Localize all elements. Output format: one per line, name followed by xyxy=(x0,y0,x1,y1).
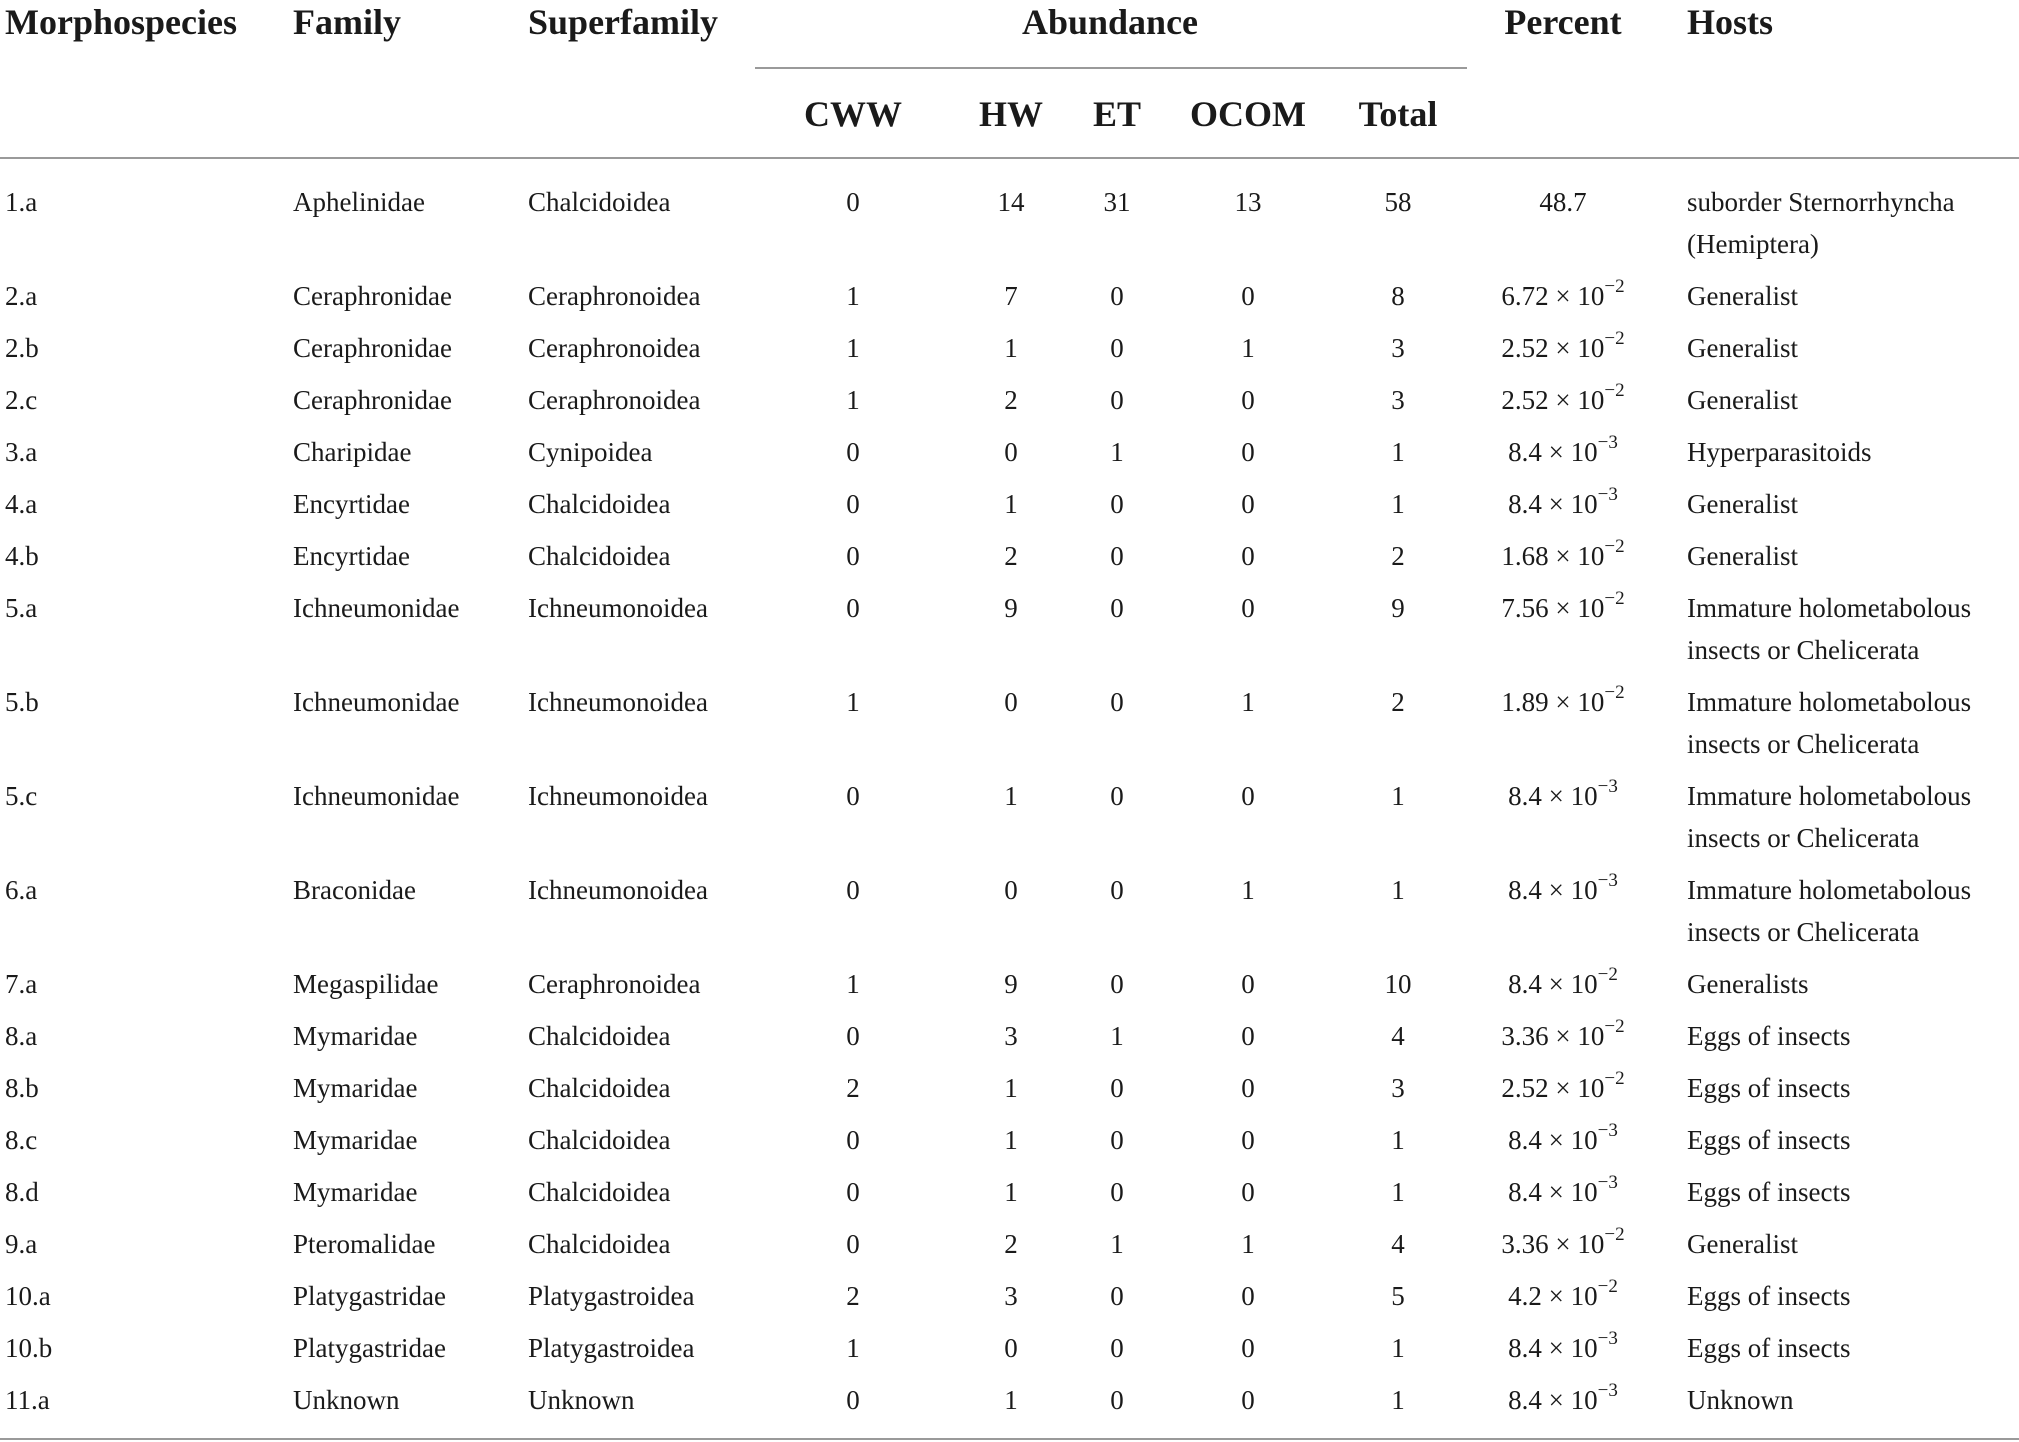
cell-hw: 2 xyxy=(1004,1229,1018,1259)
percent-exponent: −2 xyxy=(1597,1276,1618,1297)
cell-cww: 1 xyxy=(846,1333,860,1363)
cell-hw: 14 xyxy=(997,187,1025,217)
cell-superfamily: Cynipoidea xyxy=(528,437,653,467)
cell-superfamily: Chalcidoidea xyxy=(528,489,671,519)
cell-family: Pteromalidae xyxy=(293,1229,436,1259)
cell-percent xyxy=(1508,776,1618,812)
cell-hosts: Hyperparasitoids xyxy=(1687,437,1872,467)
cell-superfamily: Ceraphronoidea xyxy=(528,333,701,363)
cell-hosts: Immature holometabolous insects or Chelicerata xyxy=(1687,687,1972,759)
cell-hosts: Eggs of insects xyxy=(1687,1177,1851,1207)
cell-hosts: Immature holometabolous insects or Chelicerata xyxy=(1687,875,1972,947)
cell-hw: 3 xyxy=(1004,1281,1018,1311)
cell-morphospecies: 6.a xyxy=(5,875,38,905)
cell-hosts: Generalist xyxy=(1687,1229,1798,1259)
cell-total: 58 xyxy=(1384,187,1412,217)
cell-family: Mymaridae xyxy=(293,1073,418,1103)
cell-hw: 9 xyxy=(1004,593,1018,623)
percent-exponent: −3 xyxy=(1597,1120,1618,1141)
cell-total: 3 xyxy=(1391,333,1405,363)
header-percent: Percent xyxy=(1504,2,1622,42)
cell-cww: 0 xyxy=(846,1125,860,1155)
cell-morphospecies: 2.a xyxy=(5,281,38,311)
cell-hw: 9 xyxy=(1004,969,1018,999)
cell-ocom: 1 xyxy=(1241,1229,1255,1259)
cell-superfamily: Ichneumonoidea xyxy=(528,875,708,905)
header-et: ET xyxy=(1092,94,1142,134)
cell-family: Ceraphronidae xyxy=(293,333,452,363)
cell-superfamily: Chalcidoidea xyxy=(528,187,671,217)
cell-cww: 1 xyxy=(846,333,860,363)
cell-hw: 1 xyxy=(1004,1177,1018,1207)
cell-cww: 0 xyxy=(846,437,860,467)
cell-morphospecies: 10.a xyxy=(5,1281,51,1311)
cell-total: 5 xyxy=(1391,1281,1405,1311)
cell-superfamily: Chalcidoidea xyxy=(528,1073,671,1103)
cell-cww: 2 xyxy=(846,1281,860,1311)
percent-exponent: −3 xyxy=(1597,776,1618,797)
cell-et: 0 xyxy=(1110,593,1124,623)
percent-exponent: −2 xyxy=(1604,1224,1625,1245)
cell-superfamily: Platygastroidea xyxy=(528,1281,695,1311)
cell-hosts: Generalist xyxy=(1687,385,1798,415)
header-cww: CWW xyxy=(804,94,902,134)
cell-et: 0 xyxy=(1110,333,1124,363)
cell-morphospecies: 5.a xyxy=(5,593,38,623)
percent-exponent: −3 xyxy=(1597,432,1618,453)
cell-hw: 1 xyxy=(1004,333,1018,363)
percent-base: 8.4 × 10 xyxy=(1508,1385,1598,1415)
cell-et: 0 xyxy=(1110,541,1124,571)
cell-hw: 0 xyxy=(1004,687,1018,717)
cell-hw: 0 xyxy=(1004,437,1018,467)
cell-et: 0 xyxy=(1110,969,1124,999)
cell-hw: 0 xyxy=(1004,1333,1018,1363)
cell-et: 1 xyxy=(1110,1229,1124,1259)
percent-exponent: −2 xyxy=(1604,588,1625,609)
cell-et: 1 xyxy=(1110,1021,1124,1051)
cell-morphospecies: 4.a xyxy=(5,489,38,519)
percent-exponent: −2 xyxy=(1604,328,1625,349)
cell-total: 10 xyxy=(1384,969,1412,999)
percent-exponent: −3 xyxy=(1597,1380,1618,1401)
cell-cww: 2 xyxy=(846,1073,860,1103)
cell-ocom: 0 xyxy=(1241,385,1255,415)
cell-family: Encyrtidae xyxy=(293,541,410,571)
percent-base: 8.4 × 10 xyxy=(1508,781,1598,811)
cell-total: 9 xyxy=(1391,593,1405,623)
cell-et: 0 xyxy=(1110,1177,1124,1207)
cell-morphospecies: 1.a xyxy=(5,187,38,217)
percent-exponent: −3 xyxy=(1597,484,1618,505)
cell-superfamily: Ichneumonoidea xyxy=(528,687,708,717)
cell-percent xyxy=(1501,276,1625,312)
cell-total: 4 xyxy=(1391,1021,1405,1051)
cell-percent xyxy=(1508,432,1618,468)
cell-morphospecies: 11.a xyxy=(5,1385,50,1415)
cell-total: 1 xyxy=(1391,1177,1405,1207)
cell-family: Unknown xyxy=(293,1385,400,1415)
cell-hosts: Generalists xyxy=(1687,969,1809,999)
cell-percent xyxy=(1501,536,1625,572)
header-total: Total xyxy=(1358,94,1438,134)
cell-family: Mymaridae xyxy=(293,1125,418,1155)
cell-morphospecies: 5.c xyxy=(5,781,38,811)
cell-cww: 0 xyxy=(846,781,860,811)
cell-hosts: Immature holometabolous insects or Chelicerata xyxy=(1687,781,1972,853)
cell-superfamily: Chalcidoidea xyxy=(528,1229,671,1259)
cell-hw: 2 xyxy=(1004,385,1018,415)
cell-ocom: 0 xyxy=(1241,1333,1255,1363)
cell-total: 3 xyxy=(1391,1073,1405,1103)
percent-base: 8.4 × 10 xyxy=(1508,969,1598,999)
percent-base: 7.56 × 10 xyxy=(1501,593,1605,623)
percent-base: 2.52 × 10 xyxy=(1501,1073,1605,1103)
cell-hw: 3 xyxy=(1004,1021,1018,1051)
cell-et: 31 xyxy=(1103,187,1131,217)
cell-percent xyxy=(1508,484,1618,520)
cell-family: Ceraphronidae xyxy=(293,385,452,415)
percent-exponent: −2 xyxy=(1597,964,1618,985)
cell-et: 0 xyxy=(1110,489,1124,519)
cell-et: 0 xyxy=(1110,1125,1124,1155)
cell-cww: 0 xyxy=(846,541,860,571)
cell-hosts: Generalist xyxy=(1687,541,1798,571)
percent-exponent: −3 xyxy=(1597,870,1618,891)
header-hw: HW xyxy=(978,94,1044,134)
cell-cww: 0 xyxy=(846,1021,860,1051)
cell-family: Aphelinidae xyxy=(293,187,425,217)
cell-morphospecies: 2.b xyxy=(5,333,39,363)
cell-et: 0 xyxy=(1110,385,1124,415)
abundance-rule xyxy=(755,67,1467,69)
cell-ocom: 0 xyxy=(1241,489,1255,519)
cell-total: 1 xyxy=(1391,489,1405,519)
cell-ocom: 0 xyxy=(1241,593,1255,623)
cell-hosts: Eggs of insects xyxy=(1687,1021,1851,1051)
cell-hosts: Eggs of insects xyxy=(1687,1333,1851,1363)
cell-ocom: 0 xyxy=(1241,1125,1255,1155)
cell-hw: 7 xyxy=(1004,281,1018,311)
cell-superfamily: Chalcidoidea xyxy=(528,1125,671,1155)
cell-et: 0 xyxy=(1110,1385,1124,1415)
cell-et: 0 xyxy=(1110,781,1124,811)
cell-total: 3 xyxy=(1391,385,1405,415)
cell-hw: 0 xyxy=(1004,875,1018,905)
cell-morphospecies: 8.a xyxy=(5,1021,38,1051)
cell-et: 0 xyxy=(1110,1073,1124,1103)
cell-ocom: 0 xyxy=(1241,1073,1255,1103)
cell-total: 4 xyxy=(1391,1229,1405,1259)
cell-morphospecies: 8.b xyxy=(5,1073,39,1103)
header-ocom: OCOM xyxy=(1190,94,1306,134)
percent-base: 8.4 × 10 xyxy=(1508,489,1598,519)
cell-total: 1 xyxy=(1391,1125,1405,1155)
cell-hw: 1 xyxy=(1004,1125,1018,1155)
cell-et: 0 xyxy=(1110,281,1124,311)
cell-superfamily: Chalcidoidea xyxy=(528,1177,671,1207)
cell-percent xyxy=(1508,1276,1618,1312)
cell-morphospecies: 5.b xyxy=(5,687,39,717)
cell-et: 0 xyxy=(1110,875,1124,905)
cell-ocom: 0 xyxy=(1241,437,1255,467)
cell-family: Megaspilidae xyxy=(293,969,439,999)
cell-ocom: 0 xyxy=(1241,1385,1255,1415)
cell-hosts: Eggs of insects xyxy=(1687,1281,1851,1311)
cell-ocom: 1 xyxy=(1241,333,1255,363)
cell-ocom: 0 xyxy=(1241,541,1255,571)
cell-morphospecies: 10.b xyxy=(5,1333,53,1363)
percent-exponent: −2 xyxy=(1604,276,1625,297)
cell-superfamily: Platygastroidea xyxy=(528,1333,695,1363)
percent-base: 1.68 × 10 xyxy=(1501,541,1605,571)
cell-percent xyxy=(1501,380,1625,416)
cell-cww: 0 xyxy=(846,1229,860,1259)
header-abundance: Abundance xyxy=(1021,2,1199,42)
cell-cww: 0 xyxy=(846,187,860,217)
percent-base: 3.36 × 10 xyxy=(1501,1229,1605,1259)
cell-et: 0 xyxy=(1110,1333,1124,1363)
cell-superfamily: Ceraphronoidea xyxy=(528,281,701,311)
percent-base: 6.72 × 10 xyxy=(1501,281,1605,311)
cell-family: Ichneumonidae xyxy=(293,687,460,717)
cell-ocom: 13 xyxy=(1234,187,1262,217)
cell-cww: 1 xyxy=(846,969,860,999)
cell-hw: 2 xyxy=(1004,541,1018,571)
percent-base: 2.52 × 10 xyxy=(1501,385,1605,415)
cell-hosts: Generalist xyxy=(1687,281,1798,311)
cell-superfamily: Chalcidoidea xyxy=(528,1021,671,1051)
percent-base: 8.4 × 10 xyxy=(1508,1177,1598,1207)
cell-family: Mymaridae xyxy=(293,1177,418,1207)
header-morphospecies: Morphospecies xyxy=(5,2,237,42)
header-family: Family xyxy=(293,2,401,42)
cell-percent xyxy=(1508,1328,1618,1364)
cell-morphospecies: 8.d xyxy=(5,1177,39,1207)
cell-family: Ichneumonidae xyxy=(293,781,460,811)
cell-family: Mymaridae xyxy=(293,1021,418,1051)
cell-ocom: 1 xyxy=(1241,687,1255,717)
cell-total: 2 xyxy=(1391,687,1405,717)
cell-hosts: Eggs of insects xyxy=(1687,1125,1851,1155)
cell-percent xyxy=(1508,964,1618,1000)
percent-base: 8.4 × 10 xyxy=(1508,437,1598,467)
cell-hw: 1 xyxy=(1004,489,1018,519)
percent-base: 8.4 × 10 xyxy=(1508,1125,1598,1155)
cell-morphospecies: 8.c xyxy=(5,1125,38,1155)
cell-et: 0 xyxy=(1110,1281,1124,1311)
cell-cww: 0 xyxy=(846,489,860,519)
cell-hw: 1 xyxy=(1004,1385,1018,1415)
cell-ocom: 0 xyxy=(1241,1281,1255,1311)
cell-hosts: Generalist xyxy=(1687,333,1798,363)
cell-percent xyxy=(1501,588,1625,624)
cell-percent xyxy=(1508,1380,1618,1416)
cell-cww: 0 xyxy=(846,875,860,905)
percent-base: 2.52 × 10 xyxy=(1501,333,1605,363)
cell-hosts: suborder Sternorrhyncha (Hemiptera) xyxy=(1687,187,1955,259)
percent-exponent: −2 xyxy=(1604,1016,1625,1037)
cell-morphospecies: 4.b xyxy=(5,541,39,571)
cell-total: 1 xyxy=(1391,875,1405,905)
cell-total: 1 xyxy=(1391,781,1405,811)
cell-family: Braconidae xyxy=(293,875,416,905)
cell-family: Platygastridae xyxy=(293,1281,446,1311)
percent-exponent: −2 xyxy=(1604,682,1625,703)
percent-exponent: −2 xyxy=(1604,1068,1625,1089)
percent-base: 8.4 × 10 xyxy=(1508,875,1598,905)
cell-cww: 0 xyxy=(846,1177,860,1207)
percent-base: 4.2 × 10 xyxy=(1508,1281,1598,1311)
cell-percent xyxy=(1501,328,1625,364)
cell-ocom: 0 xyxy=(1241,969,1255,999)
cell-percent xyxy=(1508,1120,1618,1156)
header-rule xyxy=(0,157,2019,159)
header-superfamily: Superfamily xyxy=(528,2,719,42)
cell-superfamily: Ichneumonoidea xyxy=(528,781,708,811)
percent-base: 48.7 xyxy=(1539,187,1587,217)
cell-superfamily: Ichneumonoidea xyxy=(528,593,708,623)
cell-hosts: Immature holometabolous insects or Chelicerata xyxy=(1687,593,1972,665)
cell-et: 1 xyxy=(1110,437,1124,467)
cell-cww: 0 xyxy=(846,1385,860,1415)
cell-morphospecies: 3.a xyxy=(5,437,38,467)
percent-exponent: −3 xyxy=(1597,1172,1618,1193)
cell-total: 1 xyxy=(1391,1333,1405,1363)
cell-family: Charipidae xyxy=(293,437,412,467)
cell-superfamily: Chalcidoidea xyxy=(528,541,671,571)
cell-cww: 1 xyxy=(846,281,860,311)
cell-superfamily: Ceraphronoidea xyxy=(528,385,701,415)
cell-ocom: 0 xyxy=(1241,1021,1255,1051)
cell-percent xyxy=(1539,186,1586,218)
cell-percent xyxy=(1501,1016,1625,1052)
cell-hosts: Unknown xyxy=(1687,1385,1794,1415)
cell-morphospecies: 9.a xyxy=(5,1229,38,1259)
cell-percent xyxy=(1508,1172,1618,1208)
percent-base: 1.89 × 10 xyxy=(1501,687,1605,717)
cell-total: 2 xyxy=(1391,541,1405,571)
cell-family: Platygastridae xyxy=(293,1333,446,1363)
cell-total: 1 xyxy=(1391,1385,1405,1415)
cell-family: Ichneumonidae xyxy=(293,593,460,623)
percent-exponent: −2 xyxy=(1604,536,1625,557)
cell-ocom: 0 xyxy=(1241,1177,1255,1207)
cell-morphospecies: 7.a xyxy=(5,969,38,999)
percent-base: 8.4 × 10 xyxy=(1508,1333,1598,1363)
cell-percent xyxy=(1508,870,1618,906)
cell-percent xyxy=(1501,1068,1625,1104)
percent-exponent: −2 xyxy=(1604,380,1625,401)
cell-cww: 1 xyxy=(846,687,860,717)
cell-cww: 1 xyxy=(846,385,860,415)
cell-cww: 0 xyxy=(846,593,860,623)
cell-family: Ceraphronidae xyxy=(293,281,452,311)
cell-hosts: Generalist xyxy=(1687,489,1798,519)
percent-exponent: −3 xyxy=(1597,1328,1618,1349)
bottom-rule xyxy=(0,1438,2019,1440)
cell-et: 0 xyxy=(1110,687,1124,717)
cell-percent xyxy=(1501,1224,1625,1260)
percent-base: 3.36 × 10 xyxy=(1501,1021,1605,1051)
cell-total: 8 xyxy=(1391,281,1405,311)
cell-ocom: 0 xyxy=(1241,781,1255,811)
cell-superfamily: Ceraphronoidea xyxy=(528,969,701,999)
cell-ocom: 0 xyxy=(1241,281,1255,311)
cell-hw: 1 xyxy=(1004,781,1018,811)
cell-percent xyxy=(1501,682,1625,718)
header-hosts: Hosts xyxy=(1687,2,1774,42)
cell-superfamily: Unknown xyxy=(528,1385,635,1415)
cell-hw: 1 xyxy=(1004,1073,1018,1103)
cell-hosts: Eggs of insects xyxy=(1687,1073,1851,1103)
cell-ocom: 1 xyxy=(1241,875,1255,905)
cell-family: Encyrtidae xyxy=(293,489,410,519)
cell-total: 1 xyxy=(1391,437,1405,467)
cell-morphospecies: 2.c xyxy=(5,385,38,415)
